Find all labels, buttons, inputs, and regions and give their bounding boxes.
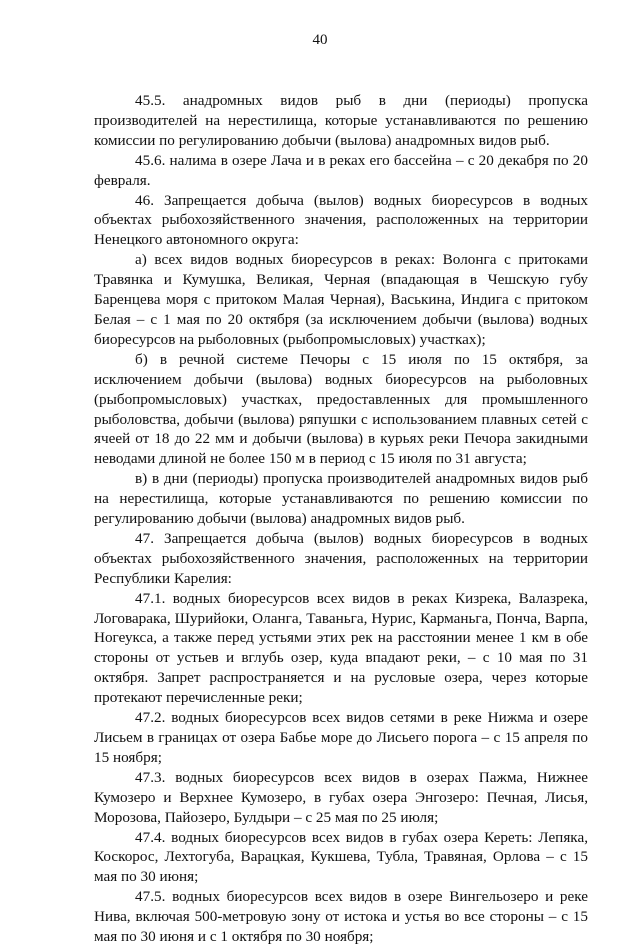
clause-45-6: 45.6. налима в озере Лача и в реках его бассейна – с 20 декабря по 20 февраля.: [94, 151, 588, 189]
clause-47-2: 47.2. водных биоресурсов всех видов сетями в реке Нижма и озере Лисьем в границах от озера Бабье море до Лисьего порога – с 15 апреля по 15 ноября;: [94, 709, 588, 766]
clause-46-a: а) всех видов водных биоресурсов в реках: Волонга с притоками Травянка и Кумушка, Великая, Черная (впадающая в Чешскую губу Баренцева моря с притоком Малая Черная), Васькина, Индига с притоком Белая – с 1 мая по 20 октября (за исключением добычи (вылова) водных биоресурсов на рыболовных (рыбопромысловых) участках);: [94, 251, 588, 348]
document-body: [94, 91, 588, 947]
clause-47-4: 47.4. водных биоресурсов всех видов в губах озера Кереть: Лепяка, Коскорос, Лехтогуба, Варацкая, Кукшева, Тубла, Травяная, Орлова – с 15 мая по 30 июня;: [94, 828, 588, 886]
clause-47-5: 47.5. водных биоресурсов всех видов в озере Вингельозеро и реке Нива, включая 500-метровую зону от истока и устья во все стороны – с 15 мая по 30 июня и с 1 октября по 30 ноября;: [94, 888, 588, 946]
clause-47-1: 47.1. водных биоресурсов всех видов в реках Кизрека, Валазрека, Логоварака, Шурийоки, Оланга, Таваньга, Нурис, Карманьга, Пончa, Варпа, Ногеукса, а также перед устьями этих рек на расстоянии менее 1 км в обе стороны от устьев и вглубь озер, куда впадают реки, – с 10 мая по 31 октября. Запрет распространяется и на русловые озера, через которые протекают перечисленные реки;: [94, 589, 588, 707]
page-number: 40: [312, 32, 328, 48]
clause-46: 46. Запрещается добыча (вылов) водных биоресурсов в водных объектах рыбохозяйственного значения, расположенных на территории Ненецкого автономного округа:: [94, 191, 588, 249]
clause-47: 47. Запрещается добыча (вылов) водных биоресурсов в водных объектах рыбохозяйственного значения, расположенных на территории Республики Карелия:: [94, 529, 588, 587]
clause-46-b: б) в речной системе Печоры с 15 июля по 15 октября, за исключением добычи (вылова) водных биоресурсов на рыболовных (рыбопромысловых) участках, предоставленных для промышленного рыболовства, добычи (вылова) ряпушки с использованием плавных сетей с ячеей от 18 до 22 мм и добычи (вылова) в курьях реки Печора закидными неводами длиной не более 150 м в период с 15 июля по 31 августа;: [94, 350, 588, 468]
clause-47-3: 47.3. водных биоресурсов всех видов в озерах Пажма, Нижнее Кумозеро и Верхнее Кумозеро, в губах озера Энгозеро: Печная, Лисья, Морозова, Пайозеро, Булдыри – с 25 мая по 25 июля;: [94, 768, 588, 826]
clause-46-v: в) в дни (периоды) пропуска производителей анадромных видов рыб на нерестилища, которые устанавливаются по решению комиссии по регулированию добычи (вылова) анадромных видов рыб.: [94, 470, 588, 528]
clause-45-5: 45.5. анадромных видов рыб в дни (периоды) пропуска производителей на нерестилища, которые устанавливаются по решению комиссии по регулированию добычи (вылова) анадромных видов рыб.: [94, 92, 588, 149]
